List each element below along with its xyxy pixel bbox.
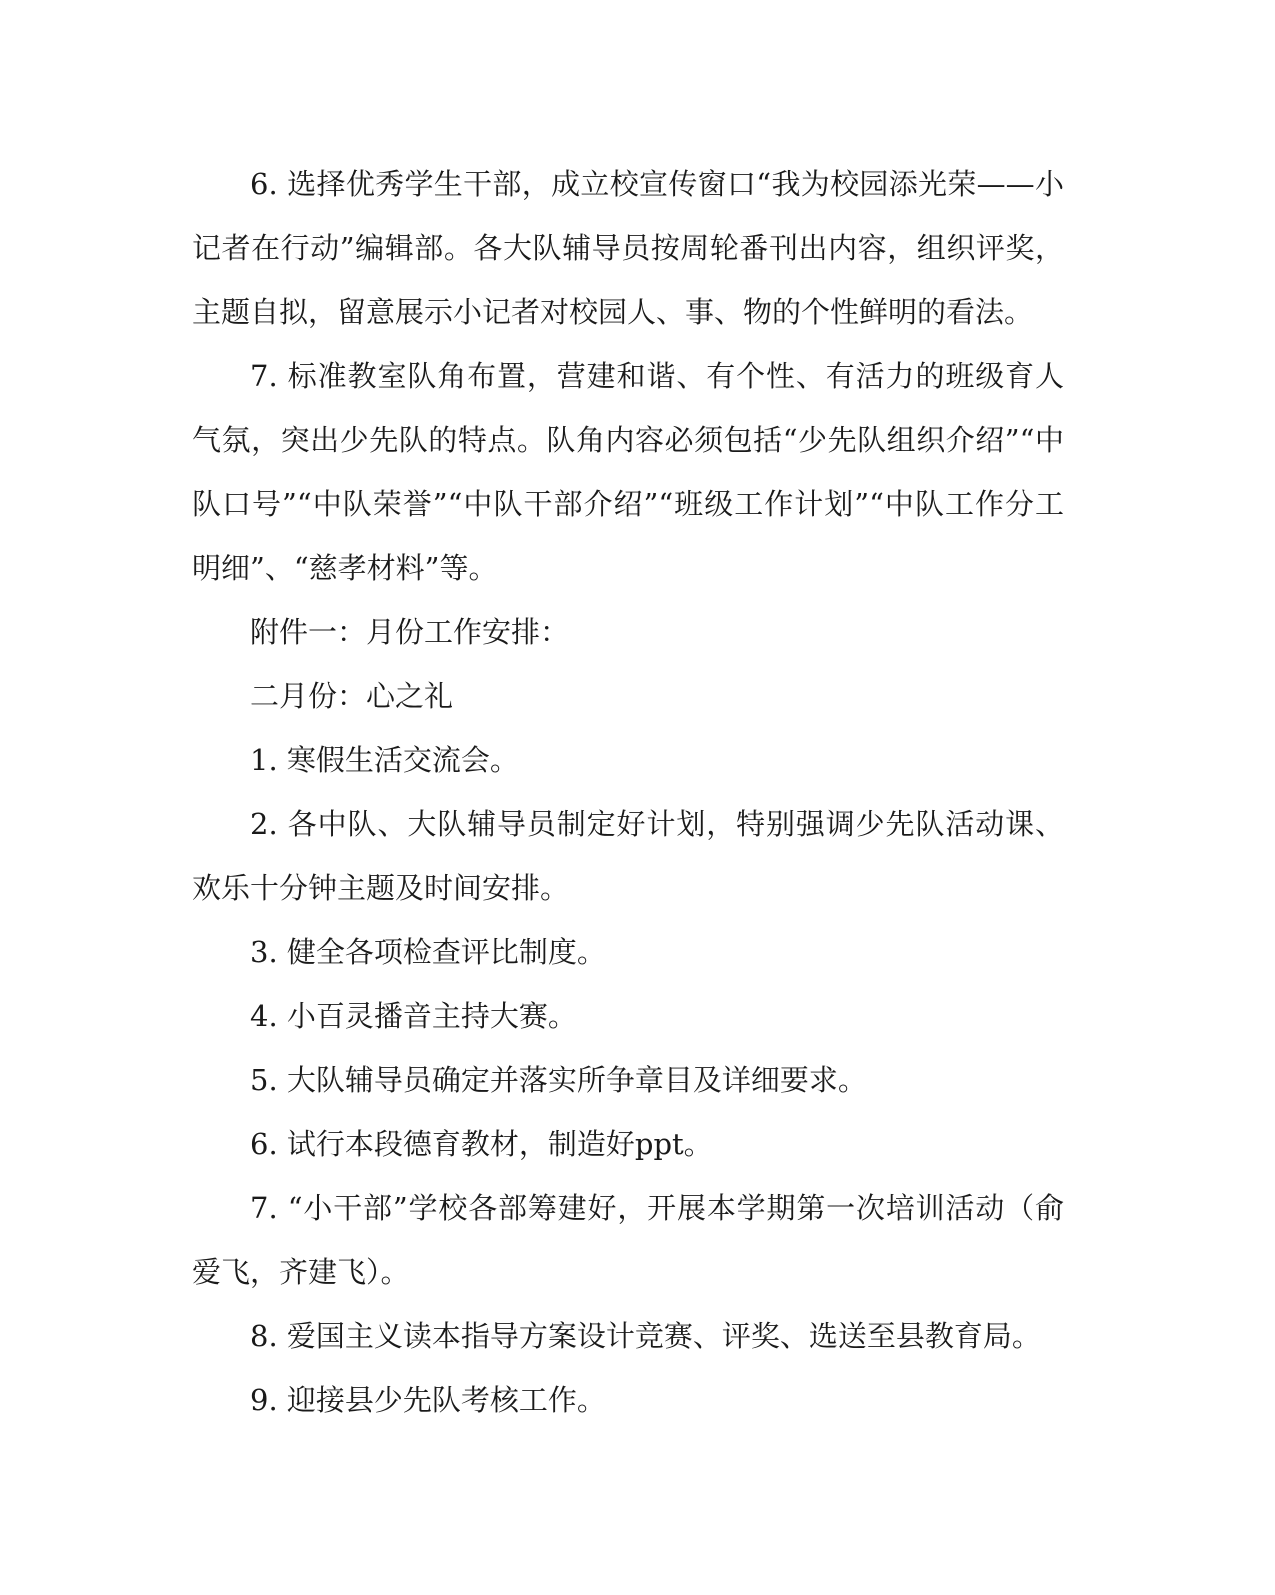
- list-item: 4. 小百灵播音主持大赛。: [250, 999, 577, 1033]
- appendix-heading: 附件一：月份工作安排：: [250, 615, 570, 649]
- list-item: 9. 迎接县少先队考核工作。: [250, 1383, 606, 1417]
- month-heading-february: 二月份：心之礼: [250, 679, 454, 713]
- list-item: 7. “小干部”学校各部筹建好，开展本学期第一次培训活动（俞爱飞，齐建飞）。: [192, 1191, 1064, 1289]
- list-item: 6. 试行本段德育教材，制造好ppt。: [250, 1127, 713, 1161]
- list-item: 2. 各中队、大队辅导员制定好计划，特别强调少先队活动课、欢乐十分钟主题及时间安排。: [192, 807, 1064, 905]
- document-body: [192, 152, 1064, 1432]
- list-item: 1. 寒假生活交流会。: [250, 743, 519, 777]
- list-item: 8. 爱国主义读本指导方案设计竞赛、评奖、选送至县教育局。: [250, 1319, 1041, 1353]
- paragraph-item-7-classroom-corner: 7. 标准教室队角布置，营建和谐、有个性、有活力的班级育人气氛，突出少先队的特点。队角内容必须包括“少先队组织介绍”“中队口号”“中队荣誉”“中队干部介绍”“班级工作计划”“中队工作分工明细”、“慈孝材料”等。: [192, 359, 1064, 585]
- paragraph-item-6-reporters: 6. 选择优秀学生干部，成立校宣传窗口“我为校园添光荣——小记者在行动”编辑部。各大队辅导员按周轮番刊出内容，组织评奖，主题自拟，留意展示小记者对校园人、事、物的个性鲜明的看法。: [192, 167, 1064, 329]
- list-item: 5. 大队辅导员确定并落实所争章目及详细要求。: [250, 1063, 867, 1097]
- list-item: 3. 健全各项检查评比制度。: [250, 935, 606, 969]
